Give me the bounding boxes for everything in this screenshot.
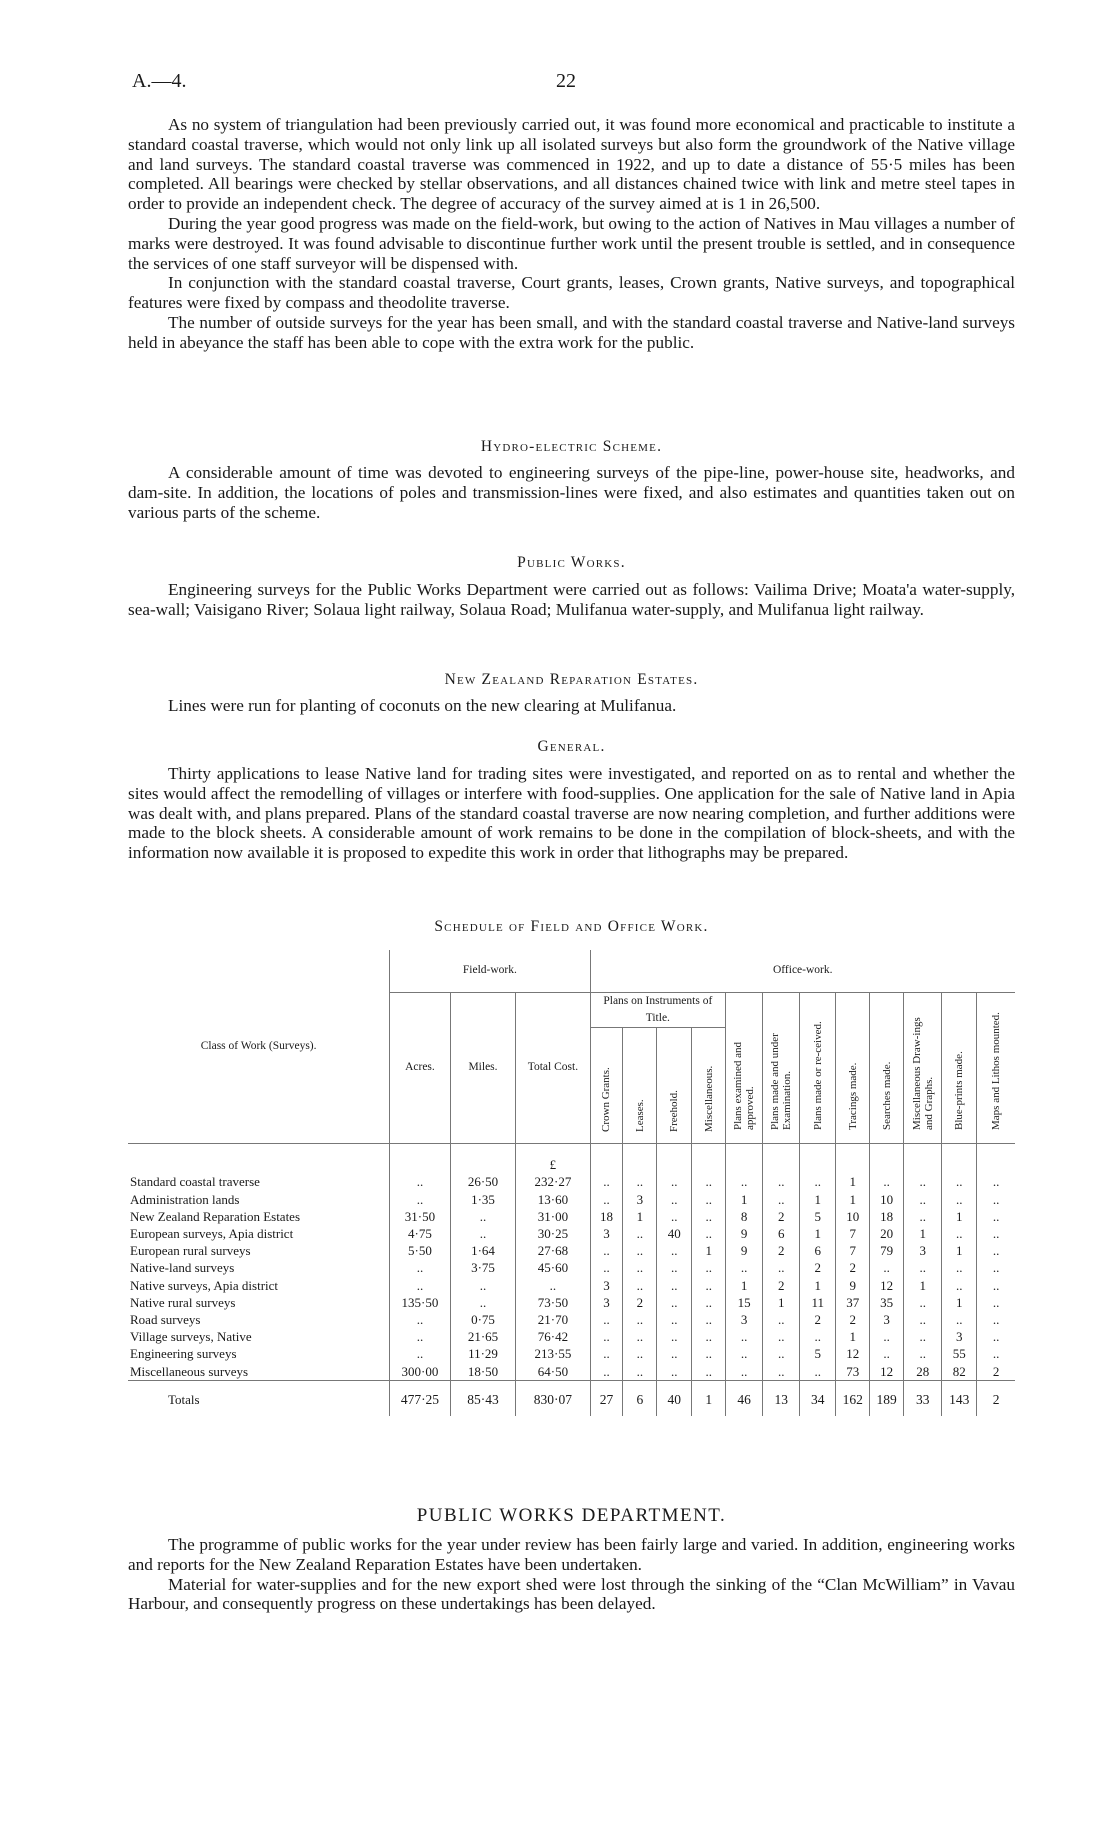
misc-drawings-header: Miscellaneous Draw-ings and Graphs. <box>910 1016 935 1130</box>
table-cell: 1·35 <box>450 1191 516 1208</box>
table-cell: .. <box>623 1259 657 1276</box>
table-cell: 5 <box>800 1345 836 1362</box>
table-cell: .. <box>590 1328 623 1345</box>
table-cell: 1 <box>836 1173 870 1190</box>
totals-cell: 6 <box>623 1380 657 1416</box>
table-cell: .. <box>977 1242 1015 1259</box>
table-cell: .. <box>904 1259 942 1276</box>
table-cell: .. <box>692 1173 726 1190</box>
table-cell: .. <box>904 1311 942 1328</box>
pwd-heading: PUBLIC WORKS DEPARTMENT. <box>416 1505 727 1526</box>
table-cell: .. <box>904 1345 942 1362</box>
table-cell: 0·75 <box>450 1311 516 1328</box>
table-cell: 5·50 <box>390 1242 450 1259</box>
table-cell: 37 <box>836 1294 870 1311</box>
table-cell: .. <box>726 1345 763 1362</box>
table-cell: 20 <box>870 1225 904 1242</box>
schedule-body <box>128 1143 1015 1380</box>
table-cell: .. <box>390 1259 450 1276</box>
table-cell: 31·50 <box>390 1208 450 1225</box>
table-cell: .. <box>623 1225 657 1242</box>
table-cell: 45·60 <box>516 1259 590 1276</box>
table-cell: 15 <box>726 1294 763 1311</box>
table-cell: .. <box>763 1345 800 1362</box>
table-cell: .. <box>450 1294 516 1311</box>
totals-cell: 477·25 <box>390 1380 450 1416</box>
tracings-header: Tracings made. <box>846 1062 859 1130</box>
table-cell: 2 <box>623 1294 657 1311</box>
totals-cell: 13 <box>763 1380 800 1416</box>
table-cell: .. <box>904 1208 942 1225</box>
table-cell: 1 <box>942 1242 977 1259</box>
table-cell: 10 <box>870 1191 904 1208</box>
table-cell: .. <box>977 1208 1015 1225</box>
table-cell: .. <box>657 1311 692 1328</box>
table-cell: .. <box>763 1259 800 1276</box>
table-cell: 7 <box>836 1225 870 1242</box>
acres-header: Acres. <box>390 992 450 1143</box>
table-cell: 2 <box>763 1208 800 1225</box>
table-cell: .. <box>657 1242 692 1259</box>
table-cell: 2 <box>763 1242 800 1259</box>
paragraph: The programme of public works for the year under review has been fairly large and varied. In addition, engineering works and reports for the New Zealand Reparation Estates have been undertaken. <box>128 1535 1015 1574</box>
row-label: Native surveys, Apia district <box>130 1277 279 1293</box>
table-cell: 1 <box>726 1277 763 1294</box>
table-cell: 2 <box>800 1259 836 1276</box>
totals-cell: 189 <box>870 1380 904 1416</box>
plans-examined-header: Plans examined and approved. <box>732 1041 757 1130</box>
table-cell: 18 <box>870 1208 904 1225</box>
table-cell: 21·70 <box>516 1311 590 1328</box>
table-cell: .. <box>657 1259 692 1276</box>
table-cell: .. <box>904 1328 942 1345</box>
table-cell: 13·60 <box>516 1191 590 1208</box>
table-cell: .. <box>623 1242 657 1259</box>
total-cost-header: Total Cost. <box>516 992 590 1143</box>
public-works-heading: Public Works. <box>517 554 626 571</box>
row-label: Native-land surveys <box>130 1260 235 1276</box>
table-cell: 1 <box>800 1277 836 1294</box>
table-cell: 3 <box>590 1277 623 1294</box>
table-cell: .. <box>977 1225 1015 1242</box>
page-code: A.—4. <box>132 70 187 92</box>
table-cell: .. <box>726 1259 763 1276</box>
schedule-title: Schedule of Field and Office Work. <box>434 918 709 935</box>
table-cell: 40 <box>657 1225 692 1242</box>
table-cell: 10 <box>836 1208 870 1225</box>
row-label: Miscellaneous surveys <box>130 1363 249 1379</box>
table-cell: .. <box>977 1173 1015 1190</box>
leases-header: Leases. <box>633 1099 646 1133</box>
totals-cell: 33 <box>904 1380 942 1416</box>
row-label: Standard coastal traverse <box>130 1174 260 1190</box>
row-label: Engineering surveys <box>130 1346 237 1362</box>
table-cell: 9 <box>836 1277 870 1294</box>
table-cell: .. <box>942 1311 977 1328</box>
miscellaneous-header: Miscellaneous. <box>702 1066 715 1133</box>
table-cell: .. <box>942 1259 977 1276</box>
table-cell: 1 <box>904 1225 942 1242</box>
totals-cell: 46 <box>726 1380 763 1416</box>
pwd-section <box>128 1535 1015 1614</box>
table-cell: .. <box>657 1208 692 1225</box>
crown-grants-header: Crown Grants. <box>600 1067 613 1133</box>
table-cell: .. <box>657 1345 692 1362</box>
table-cell: 1 <box>800 1225 836 1242</box>
table-row <box>128 1311 1015 1328</box>
table-cell: .. <box>590 1173 623 1190</box>
table-cell: 3 <box>870 1311 904 1328</box>
table-cell: 3 <box>623 1191 657 1208</box>
table-cell: 12 <box>836 1345 870 1362</box>
table-cell: 5 <box>800 1208 836 1225</box>
paragraph: Engineering surveys for the Public Works Department were carried out as follows: Vailima Drive; Moata'a water-supply, sea-wall; Vaisigano River; Solaua light railway, Solaua Road; Mulifanua water-supply, and Mulifanua light railway. <box>128 580 1015 619</box>
totals-cell: 27 <box>590 1380 623 1416</box>
table-cell: 1 <box>942 1208 977 1225</box>
table-cell: .. <box>692 1345 726 1362</box>
table-cell: 1·64 <box>450 1242 516 1259</box>
table-cell: 3 <box>942 1328 977 1345</box>
miles-header: Miles. <box>450 992 516 1143</box>
table-cell: .. <box>692 1208 726 1225</box>
table-row <box>128 1328 1015 1345</box>
row-label: European surveys, Apia district <box>130 1226 294 1242</box>
table-cell: 2 <box>763 1277 800 1294</box>
table-cell: 1 <box>623 1208 657 1225</box>
table-cell: 8 <box>726 1208 763 1225</box>
table-cell: .. <box>590 1191 623 1208</box>
paragraph: The number of outside surveys for the year has been small, and with the standard coastal traverse and Native-land surveys held in abeyance the staff has been able to cope with the extra work for the public. <box>128 312 1015 352</box>
paragraph: A considerable amount of time was devoted to engineering surveys of the pipe-line, power-house site, headworks, and dam-site. In addition, the locations of poles and transmission-lines were fixed, and also estimates and quantities taken out on various parts of the scheme. <box>128 463 1015 522</box>
totals-cell: 162 <box>836 1380 870 1416</box>
table-cell: .. <box>763 1173 800 1190</box>
table-row <box>128 1294 1015 1311</box>
table-cell: .. <box>450 1208 516 1225</box>
totals-row <box>128 1380 1015 1416</box>
table-cell: 1 <box>904 1277 942 1294</box>
row-label: New Zealand Reparation Estates <box>130 1208 301 1224</box>
table-cell: .. <box>692 1294 726 1311</box>
table-row <box>128 1191 1015 1208</box>
table-cell: 2 <box>836 1311 870 1328</box>
row-label: Village surveys, Native <box>130 1329 252 1345</box>
table-cell: 3 <box>590 1225 623 1242</box>
table-row <box>128 1173 1015 1190</box>
table-cell: .. <box>870 1328 904 1345</box>
table-cell: 1 <box>692 1242 726 1259</box>
table-cell: .. <box>623 1173 657 1190</box>
table-cell: 300·00 <box>390 1363 450 1381</box>
table-cell: .. <box>726 1328 763 1345</box>
table-cell: .. <box>590 1345 623 1362</box>
table-cell: .. <box>977 1294 1015 1311</box>
maps-lithos-header: Maps and Lithos mounted. <box>990 1011 1003 1130</box>
table-cell: .. <box>977 1259 1015 1276</box>
table-cell: .. <box>390 1173 450 1190</box>
table-cell: .. <box>977 1328 1015 1345</box>
totals-cell: 34 <box>800 1380 836 1416</box>
class-of-work-header: Class of Work (Surveys). <box>128 950 390 1143</box>
table-cell: .. <box>870 1259 904 1276</box>
table-cell: .. <box>692 1328 726 1345</box>
table-cell: .. <box>763 1191 800 1208</box>
table-cell: 9 <box>726 1242 763 1259</box>
table-cell: .. <box>623 1311 657 1328</box>
table-cell: .. <box>763 1311 800 1328</box>
table-cell: 3 <box>726 1311 763 1328</box>
table-cell: 1 <box>942 1294 977 1311</box>
table-cell: .. <box>390 1345 450 1362</box>
table-cell: .. <box>590 1259 623 1276</box>
table-cell: 76·42 <box>516 1328 590 1345</box>
paragraph: In conjunction with the standard coastal traverse, Court grants, leases, Crown grants, Native surveys, and topographical features were fixed by compass and theodolite traverse. <box>128 273 1015 313</box>
table-row <box>128 1242 1015 1259</box>
row-label: European rural surveys <box>130 1243 251 1259</box>
currency-mark: £ <box>516 1143 590 1173</box>
row-label: Road surveys <box>130 1312 201 1328</box>
table-cell: .. <box>450 1225 516 1242</box>
table-cell: .. <box>623 1277 657 1294</box>
table-cell: 26·50 <box>450 1173 516 1190</box>
table-cell: 11·29 <box>450 1345 516 1362</box>
table-row <box>128 1225 1015 1242</box>
table-cell: 213·55 <box>516 1345 590 1362</box>
table-cell: .. <box>657 1191 692 1208</box>
table-cell: 11 <box>800 1294 836 1311</box>
table-cell: .. <box>590 1311 623 1328</box>
table-cell: 31·00 <box>516 1208 590 1225</box>
table-cell: 6 <box>763 1225 800 1242</box>
table-cell: 135·50 <box>390 1294 450 1311</box>
table-cell: .. <box>977 1311 1015 1328</box>
table-cell: 18·50 <box>450 1363 516 1381</box>
schedule-table <box>128 950 1015 1416</box>
table-cell: .. <box>692 1191 726 1208</box>
table-cell: .. <box>623 1328 657 1345</box>
table-cell: .. <box>390 1277 450 1294</box>
table-cell: 6 <box>800 1242 836 1259</box>
table-cell: .. <box>942 1277 977 1294</box>
totals-cell: 85·43 <box>450 1380 516 1416</box>
plans-made-exam-header: Plans made and under Examination. <box>769 1032 794 1130</box>
table-cell: 2 <box>977 1363 1015 1381</box>
table-cell: .. <box>763 1363 800 1381</box>
table-cell: .. <box>870 1173 904 1190</box>
freehold-header: Freehold. <box>668 1090 681 1133</box>
plans-on-instruments-header: Plans on Instruments of Title. <box>590 992 726 1027</box>
hydro-heading: Hydro-electric Scheme. <box>480 438 663 455</box>
table-cell: .. <box>390 1311 450 1328</box>
searches-header: Searches made. <box>880 1061 893 1130</box>
table-row <box>128 1208 1015 1225</box>
table-cell: .. <box>942 1225 977 1242</box>
table-cell: .. <box>977 1345 1015 1362</box>
general-heading: General. <box>537 738 606 755</box>
table-cell: .. <box>692 1311 726 1328</box>
table-cell: .. <box>904 1294 942 1311</box>
hydro-section <box>128 463 1015 522</box>
table-cell: 1 <box>836 1328 870 1345</box>
table-cell: 1 <box>836 1191 870 1208</box>
table-cell: .. <box>726 1173 763 1190</box>
paragraph: Lines were run for planting of coconuts on the new clearing at Mulifanua. <box>168 696 677 715</box>
row-label: Native rural surveys <box>130 1294 236 1310</box>
intro-section <box>128 115 1015 353</box>
table-cell: .. <box>516 1277 590 1294</box>
paragraph: As no system of triangulation had been previously carried out, it was found more economical and practicable to institute a standard coastal traverse, which would not only link up all isolated surveys but also form the groundwork of the Native village and land surveys. The standard coastal traverse was commenced in 1922, and up to date a distance of 55·5 miles has been completed. All bearings were checked by stellar observations, and all distances chained twice with link and metre steel tapes in order to provide an independent check. The degree of accuracy of the survey aimed at is 1 in 26,500. <box>128 115 1015 214</box>
totals-cell: 2 <box>977 1380 1015 1416</box>
table-cell: .. <box>977 1191 1015 1208</box>
table-cell: .. <box>763 1328 800 1345</box>
nz-reparation-section <box>128 696 1015 716</box>
blueprints-header: Blue-prints made. <box>953 1050 966 1130</box>
table-cell: .. <box>692 1225 726 1242</box>
table-cell: .. <box>450 1277 516 1294</box>
table-cell: .. <box>657 1277 692 1294</box>
table-cell: .. <box>590 1363 623 1381</box>
table-cell: .. <box>692 1363 726 1381</box>
table-cell: .. <box>726 1363 763 1381</box>
table-cell: 7 <box>836 1242 870 1259</box>
totals-cell: 1 <box>692 1380 726 1416</box>
table-cell: .. <box>692 1259 726 1276</box>
table-cell: 21·65 <box>450 1328 516 1345</box>
table-cell: 4·75 <box>390 1225 450 1242</box>
table-cell: 12 <box>870 1277 904 1294</box>
public-works-section <box>128 580 1015 620</box>
table-cell: .. <box>977 1277 1015 1294</box>
table-row <box>128 1259 1015 1276</box>
table-cell: 232·27 <box>516 1173 590 1190</box>
table-cell: 3 <box>904 1242 942 1259</box>
table-cell: .. <box>623 1363 657 1381</box>
table-cell: .. <box>390 1328 450 1345</box>
table-cell: 55 <box>942 1345 977 1362</box>
table-cell: 64·50 <box>516 1363 590 1381</box>
table-cell: 1 <box>800 1191 836 1208</box>
table-cell: 18 <box>590 1208 623 1225</box>
totals-cell: 40 <box>657 1380 692 1416</box>
table-cell: .. <box>590 1242 623 1259</box>
table-cell: 2 <box>800 1311 836 1328</box>
table-cell: .. <box>657 1173 692 1190</box>
table-row <box>128 1345 1015 1362</box>
plans-remade-header: Plans made or re-ceived. <box>811 1020 824 1130</box>
paragraph: During the year good progress was made on the field-work, but owing to the action of Natives in Mau villages a number of marks were destroyed. It was found advisable to discontinue further work until the present trouble is settled, and in consequence the services of one staff surveyor will be dispensed with. <box>128 213 1015 273</box>
row-label: Administration lands <box>130 1191 240 1207</box>
table-cell: .. <box>800 1173 836 1190</box>
table-cell: 3 <box>590 1294 623 1311</box>
table-cell: .. <box>657 1363 692 1381</box>
page-number: 22 <box>556 70 576 92</box>
table-cell: 27·68 <box>516 1242 590 1259</box>
paragraph: Thirty applications to lease Native land for trading sites were investigated, and reported on as to rental and whether the sites would affect the remodelling of villages or interfere with food-supplies. One application for the sale of Native land in Apia was dealt with, and plans prepared. Plans of the standard coastal traverse are now nearing completion, and further additions were made to the block sheets. A considerable amount of work remains to be done in the compilation of block-sheets, and with the information now available it is proposed to expedite this work in order that lithographs may be prepared. <box>128 764 1015 863</box>
office-work-header: Office-work. <box>590 950 1015 992</box>
table-cell: .. <box>800 1363 836 1381</box>
table-cell: 73 <box>836 1363 870 1381</box>
table-cell: 35 <box>870 1294 904 1311</box>
table-cell: .. <box>870 1345 904 1362</box>
table-cell: .. <box>904 1191 942 1208</box>
table-cell: 9 <box>726 1225 763 1242</box>
nz-reparation-heading: New Zealand Reparation Estates. <box>444 671 699 688</box>
table-cell: 30·25 <box>516 1225 590 1242</box>
table-cell: 3·75 <box>450 1259 516 1276</box>
table-cell: .. <box>800 1328 836 1345</box>
table-cell: 79 <box>870 1242 904 1259</box>
table-cell: .. <box>692 1277 726 1294</box>
field-work-header: Field-work. <box>390 950 590 992</box>
totals-cell: 830·07 <box>516 1380 590 1416</box>
currency-row <box>128 1143 1015 1173</box>
table-cell: .. <box>657 1294 692 1311</box>
table-cell: 1 <box>726 1191 763 1208</box>
table-cell: 28 <box>904 1363 942 1381</box>
table-cell: 73·50 <box>516 1294 590 1311</box>
table-cell: 82 <box>942 1363 977 1381</box>
table-cell: .. <box>942 1173 977 1190</box>
table-cell: 2 <box>836 1259 870 1276</box>
totals-cell: 143 <box>942 1380 977 1416</box>
table-row <box>128 1363 1015 1381</box>
table-cell: .. <box>623 1345 657 1362</box>
table-row <box>128 1277 1015 1294</box>
paragraph: Material for water-supplies and for the new export shed were lost through the sinking of the “Clan McWilliam” in Vavau Harbour, and consequently progress on these undertakings has been delayed. <box>128 1574 1015 1614</box>
table-cell: 1 <box>763 1294 800 1311</box>
table-cell: .. <box>942 1191 977 1208</box>
table-cell: 12 <box>870 1363 904 1381</box>
general-section <box>128 764 1015 863</box>
table-cell: .. <box>904 1173 942 1190</box>
table-cell: .. <box>657 1328 692 1345</box>
table-cell: .. <box>390 1191 450 1208</box>
totals-label: Totals <box>128 1380 390 1416</box>
